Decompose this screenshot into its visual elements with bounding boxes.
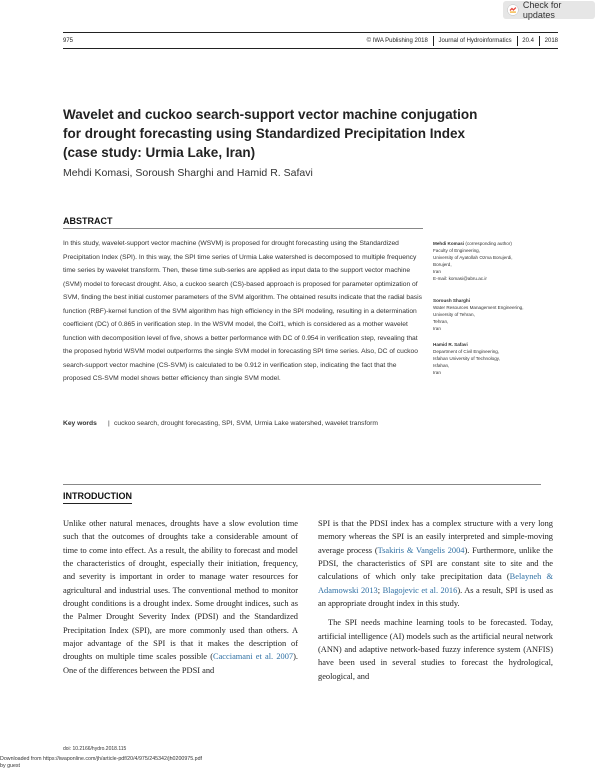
affiliation-name: Hamid R. Safavi xyxy=(433,342,468,347)
header-divider xyxy=(517,36,518,46)
header-divider xyxy=(539,36,540,46)
affiliation-role: (corresponding author) xyxy=(464,241,512,246)
intro-column-right xyxy=(318,517,553,683)
paragraph-text: ). Furthermore, unlike the PDSI, the characteristics of SPI are constant site to site and the calculations of which only take precipitation data ( xyxy=(318,545,553,582)
abstract-text: In this study, wavelet-support vector machine (WSVM) is proposed for drought forecasting using the Standardized Precipitation Index (SPI). In this way, the SPI time series of Urmia Lake watershed is decomposed to multiple frequency time series by wavelet transform. Then, these time sub-series are applied as input data to the support vector machine (SVM) model to forecast drought. Also, a cuckoo search (CS)-based approach is proposed for parameter optimization of SVM, finding the best initial customer parameters of the SVM algorithm. The obtained results indicate that the radial basis function (RBF)-kernel function of the SVM algorithm has high efficiency in the SPI modeling, resulting in a determination coefficient (DC) of 0.865 in verification step. In the WSVM model, the Coif1, which is considered as a mother wavelet function with decomposition level of five, shows a better performance with DC of 0.954 in verification step, revealing that the proposed hybrid WSVM model outperforms the single SVM model in forecasting SPI time series. Also, DC of cuckoo search-support vector machine (CS-SVM) is calculated to be 0.912 in verification step, indicating the fact that the proposed CS-SVM model shows better efficiency than single SVM model. xyxy=(63,240,422,382)
affiliation-line: Iran xyxy=(433,326,441,332)
keywords-separator: | xyxy=(108,420,110,427)
affiliation-name: Mehdi Komasi xyxy=(433,241,465,246)
article-title: Wavelet and cuckoo search-support vector machine conjugation for drought forecasting using Standardized Precipitation Index (case study: Urmia Lake, Iran) xyxy=(63,107,478,160)
paragraph-text: ). As a result, SPI is used as an appropriate drought index in this study. xyxy=(318,585,554,609)
affiliation-line: Isfahan University of Technology, xyxy=(433,356,500,362)
affiliation-email: E-mail: komasi@abru.ac.ir xyxy=(433,276,487,282)
badge-label: Check for updates xyxy=(522,0,562,20)
volume-issue: 20.4 xyxy=(522,37,534,44)
abstract-divider xyxy=(63,228,423,229)
keywords-label: Key words xyxy=(63,420,97,427)
affiliation-line: University of Ayatollah Ozma Borujerdi, xyxy=(433,255,513,261)
affiliation-komasi xyxy=(433,240,573,283)
affiliation-safavi xyxy=(433,341,573,376)
citation-link[interactable]: Tsakiris & Vangelis 2004 xyxy=(377,545,465,555)
check-for-updates-badge[interactable] xyxy=(503,1,595,19)
affiliation-line: Faculty of Engineering, xyxy=(433,248,480,254)
affiliation-sharghi xyxy=(433,297,573,332)
article-authors: Mehdi Komasi, Soroush Sharghi and Hamid R. Safavi xyxy=(63,167,313,179)
keywords xyxy=(63,418,423,430)
intro-paragraph xyxy=(318,517,553,610)
affiliation-name: Soroush Sharghi xyxy=(433,298,471,303)
doi[interactable]: doi: 10.2166/hydro.2018.115 xyxy=(63,746,127,752)
affiliation-line: Isfahan, xyxy=(433,363,450,369)
introduction-divider xyxy=(63,484,541,485)
affiliation-line: Tehran, xyxy=(433,319,449,325)
journal-year: 2018 xyxy=(544,37,558,44)
paragraph-text: ). One of the differences between the PDSI and xyxy=(63,652,298,675)
citation-link[interactable]: Belayneh & Adamowski 2013 xyxy=(318,572,553,595)
header-divider xyxy=(433,36,434,46)
journal-header xyxy=(63,32,558,49)
intro-column-left xyxy=(63,517,298,677)
abstract-heading: ABSTRACT xyxy=(63,216,113,229)
download-footer xyxy=(0,756,202,769)
affiliation-line: Borujerd, xyxy=(433,262,452,268)
affiliation-line: University of Tehran, xyxy=(433,312,475,318)
citation-link[interactable]: Blagojevic et al. 2016 xyxy=(382,585,458,595)
journal-name: Journal of Hydroinformatics xyxy=(438,37,512,44)
affiliation-line: Iran xyxy=(433,269,441,275)
citation-link[interactable]: Cacciamani et al. 2007 xyxy=(213,652,294,662)
paragraph-text: Unlike other natural menaces, droughts have a slow evolution time such that the outcomes of droughts take a considerable amount of time to come into effect. As a result, the ability to forecast and model the characteristics of drought, especially their initiation, frequency, and severity is important in order to manage water resources for agricultural and industrial uses. The conventional method to monitor drought conditions is a drought index. Some drought indices, such as the Palmer Drought Severity Index (PDSI) and the Standardized Precipitation Index (SPI), are more commonly used than others. A major advantage of the SPI is that it makes the description of droughts on multiple time scales possible ( xyxy=(63,519,298,662)
intro-paragraph: The SPI needs machine learning tools to be forecasted. Today, artificial intelligence (AI) models such as the artificial neural network (ANN) and adaptive network-based fuzzy inference system (ANFIS) have been used in several studies to forecast the hydrological, geological, and xyxy=(318,618,553,681)
introduction-heading: INTRODUCTION xyxy=(63,491,132,504)
download-user: by guest xyxy=(0,762,21,769)
update-check-icon xyxy=(507,4,519,16)
intro-paragraph xyxy=(63,517,298,677)
affiliation-line: Water Resources Management Engineering, xyxy=(433,305,524,311)
keywords-list: cuckoo search, drought forecasting, SPI, SVM, Urmia Lake watershed, wavelet transform xyxy=(114,420,378,427)
page-number: 975 xyxy=(63,37,74,44)
copyright: © IWA Publishing 2018 xyxy=(366,37,428,44)
paragraph-text: ; xyxy=(377,585,383,595)
affiliation-line: Department of Civil Engineering, xyxy=(433,349,500,355)
affiliation-line: Iran xyxy=(433,370,441,376)
download-source: Downloaded from https://iwaponline.com/jh/article-pdf/20/4/975/245342/jh0200975.pdf xyxy=(0,756,203,762)
paragraph-text: SPI is that the PDSI index has a complex structure with a very long memory whereas the SPI is an easily interpreted and simple-moving average process ( xyxy=(318,519,553,555)
